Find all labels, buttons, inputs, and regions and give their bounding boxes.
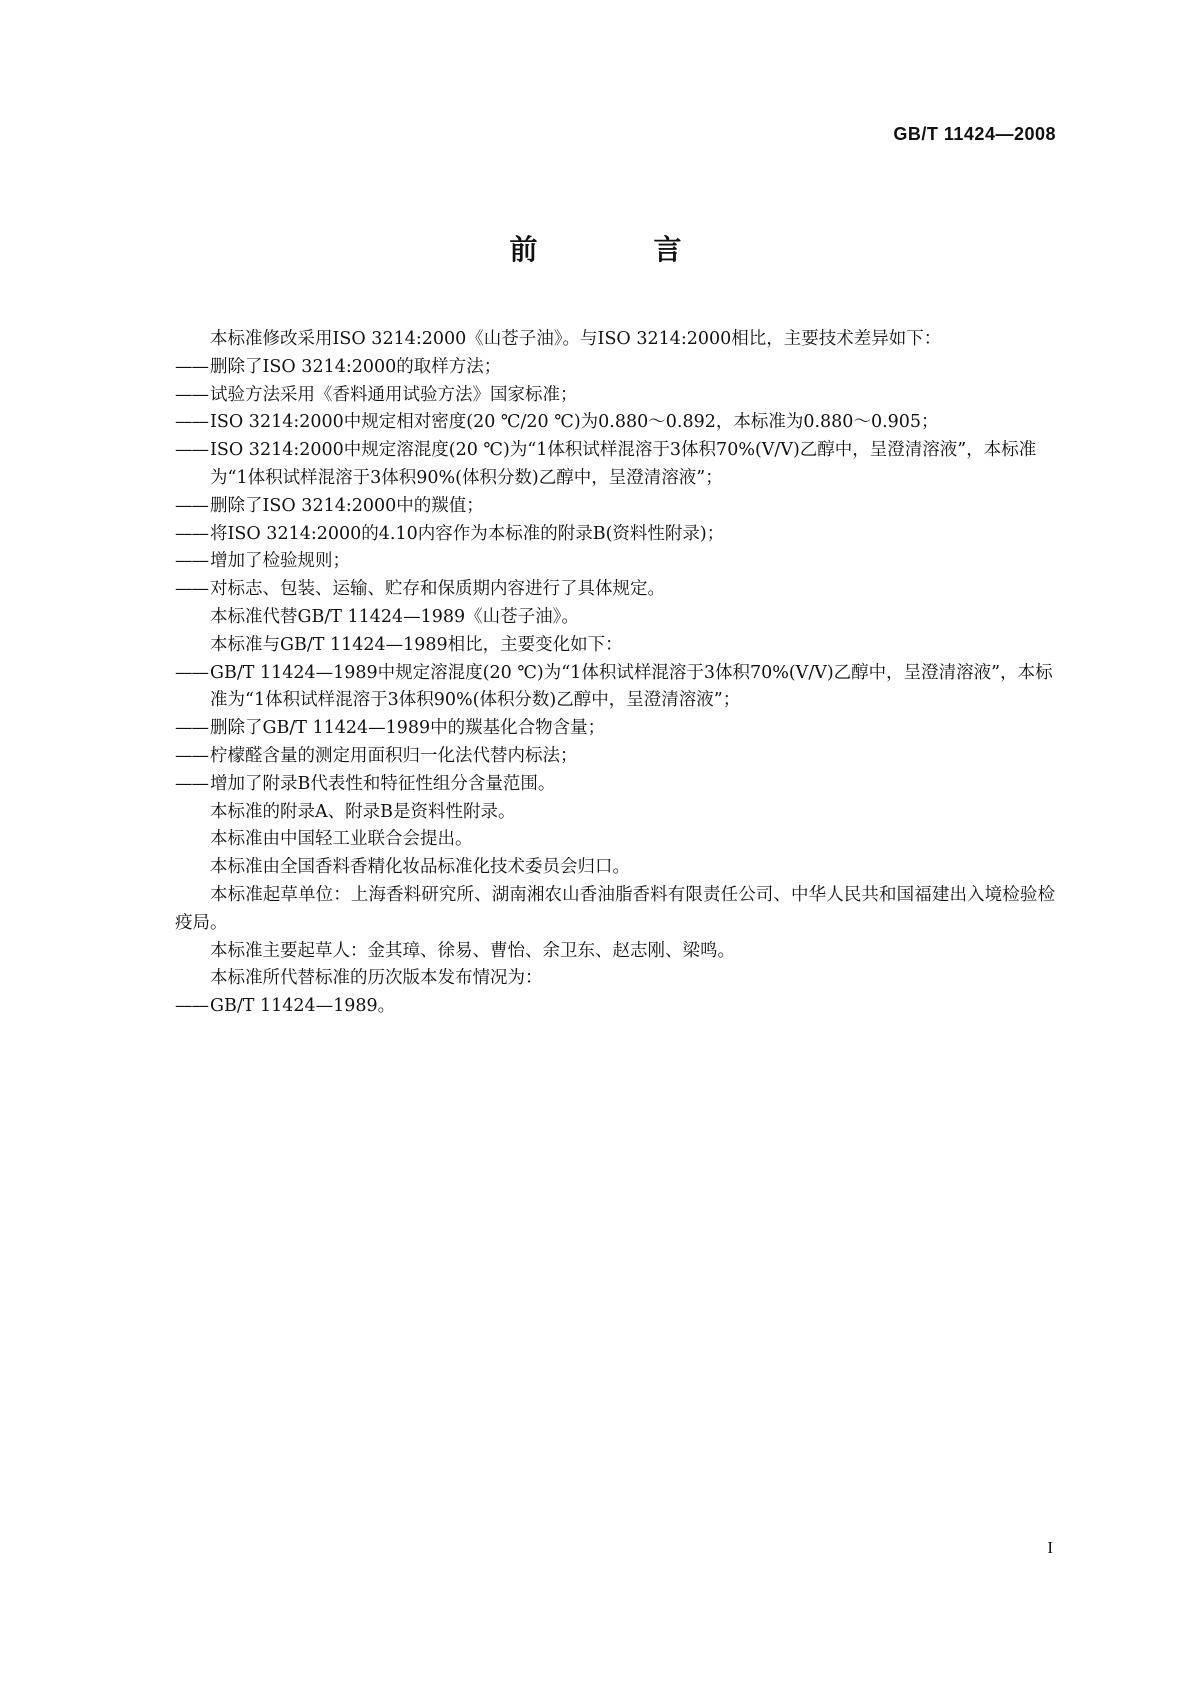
page-title: 前 言 [509, 233, 726, 266]
list-item: —— GB/T 11424—1989。 [175, 993, 1055, 1021]
history-intro: 本标准所代替标准的历次版本发布情况为： [210, 968, 543, 989]
dash-marker: —— [175, 773, 208, 794]
dash-marker: —— [175, 745, 208, 766]
dash-marker: —— [175, 440, 208, 461]
replaces-statement: 本标准代替GB/T 11424—1989《山苍子油》。 [210, 606, 579, 627]
proposed-by-statement: 本标准由中国轻工业联合会提出。 [210, 829, 473, 850]
list-item: —— 增加了检验规则； [175, 548, 1055, 576]
list-item: —— 增加了附录B代表性和特征性组分含量范围。 [175, 771, 1055, 799]
page-number: I [1047, 1538, 1053, 1557]
appendix-statement: 本标准的附录A、附录B是资料性附录。 [210, 801, 516, 822]
list-item: —— GB/T 11424—1989中规定溶混度(20 ℃)为“1体积试样混溶于3体积70%(V/V)乙醇中，呈澄清溶液”，本标准为“1体积试样混溶于3体积90%(体积分数)乙醇中，呈澄清溶液”； [175, 660, 1055, 716]
dash-marker: —— [175, 523, 208, 544]
foreword-body [175, 326, 1055, 1021]
section1-intro: 本标准修改采用ISO 3214:2000《山苍子油》。与ISO 3214:2000相比，主要技术差异如下： [210, 329, 942, 349]
list-item: —— 删除了ISO 3214:2000中的羰值； [175, 493, 1055, 521]
dash-marker: —— [175, 356, 208, 377]
dash-marker: —— [175, 412, 208, 433]
list-item: —— 删除了GB/T 11424—1989中的羰基化合物含量； [175, 715, 1055, 743]
drafting-units-statement: 本标准起草单位：上海香料研究所、湖南湘农山香油脂香料有限责任公司、中华人民共和国福建出入境检验检疫局。 [175, 884, 1055, 933]
drafters-statement: 本标准主要起草人：金其璋、徐易、曹怡、余卫东、赵志刚、梁鸣。 [210, 940, 735, 961]
list-item: —— 试验方法采用《香料通用试验方法》国家标准； [175, 382, 1055, 410]
standard-code: GB/T 11424—2008 [893, 124, 1056, 144]
dash-marker: —— [175, 551, 208, 572]
list-item: —— ISO 3214:2000中规定相对密度(20 ℃/20 ℃)为0.880～0.892，本标准为0.880～0.905； [175, 409, 1055, 437]
list-item: —— 删除了ISO 3214:2000的取样方法； [175, 354, 1055, 382]
list-item: —— 将ISO 3214:2000的4.10内容作为本标准的附录B(资料性附录)； [175, 521, 1055, 549]
dash-marker: —— [175, 662, 208, 683]
list-item: —— 对标志、包装、运输、贮存和保质期内容进行了具体规定。 [175, 576, 1055, 604]
dash-marker: —— [175, 384, 208, 405]
managed-by-statement: 本标准由全国香料香精化妆品标准化技术委员会归口。 [210, 857, 630, 878]
list-item: —— ISO 3214:2000中规定溶混度(20 ℃)为“1体积试样混溶于3体积70%(V/V)乙醇中，呈澄清溶液”，本标准为“1体积试样混溶于3体积90%(体积分数)乙醇中，呈澄清溶液”； [175, 437, 1055, 493]
list-item: —— 柠檬醛含量的测定用面积归一化法代替内标法； [175, 743, 1055, 771]
dash-marker: —— [175, 718, 208, 739]
dash-marker: —— [175, 579, 208, 600]
section2-intro: 本标准与GB/T 11424—1989相比，主要变化如下： [210, 634, 623, 655]
dash-marker: —— [175, 495, 208, 516]
dash-marker: —— [175, 996, 208, 1017]
